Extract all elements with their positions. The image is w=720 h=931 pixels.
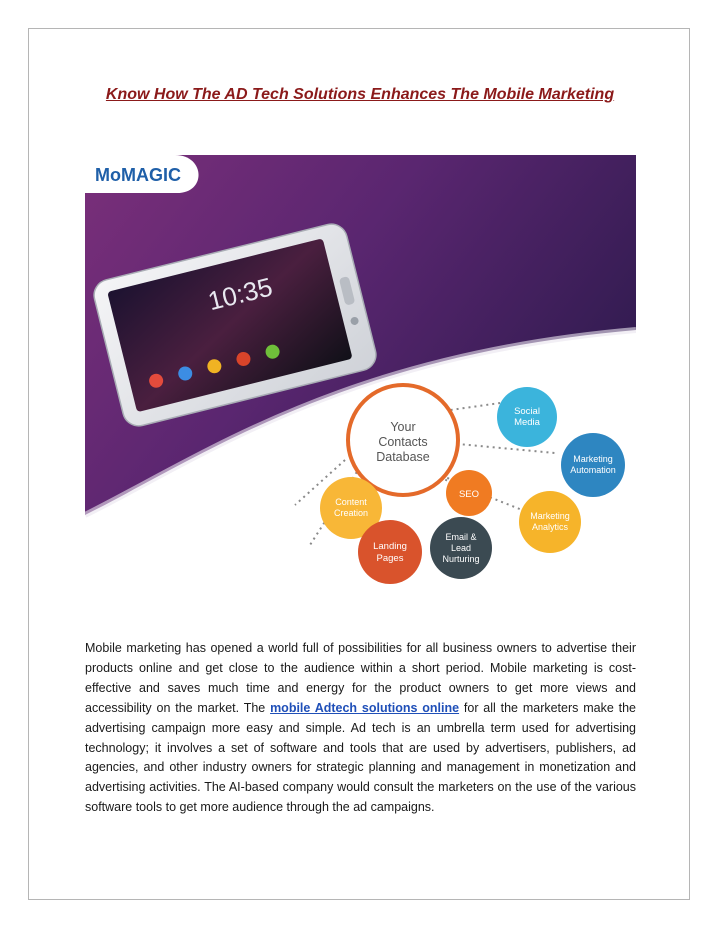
svg-text:Nurturing: Nurturing [442,554,480,564]
hero-image [85,155,636,595]
svg-text:Content: Content [335,497,367,507]
svg-text:Contacts: Contacts [378,435,428,449]
svg-text:Landing: Landing [373,541,407,552]
momagic-logo [85,155,199,193]
svg-text:Database: Database [376,450,430,464]
adtech-solutions-link[interactable]: mobile Adtech solutions online [270,700,460,715]
svg-text:MoMAGIC: MoMAGIC [95,165,181,185]
svg-text:Media: Media [514,417,540,428]
contacts-database-hub [348,385,458,495]
svg-text:Lead: Lead [450,543,472,553]
body-paragraph [85,639,636,818]
body-text-start: Mobile marketing has opened a world full of possibilities for all business owners to advertise their products online and get close to the audience within a short period. Mobile marketing is cost-effective and saves much time and energy for the product owners to get more views and accessibility on the market. The [85,641,636,715]
node-landing-pages [358,520,422,584]
document-title: Know How The AD Tech Solutions Enhances The Mobile Marketing [105,86,615,103]
svg-text:10:35: 10:35 [204,271,276,317]
svg-text:Your: Your [390,420,416,434]
svg-text:Email &: Email & [445,532,477,542]
svg-text:Marketing: Marketing [530,511,570,521]
svg-text:Creation: Creation [333,508,369,518]
svg-text:Pages: Pages [376,553,404,564]
node-seo [446,470,492,516]
node-marketing-analytics [519,491,581,553]
svg-text:Analytics: Analytics [531,522,569,532]
node-social-media [497,387,557,447]
svg-text:Social: Social [514,406,540,417]
node-marketing-automation [561,433,625,497]
node-email-lead-nurturing [430,517,492,579]
svg-text:Automation: Automation [570,465,616,475]
body-text-end: for all the marketers make the advertising campaign more easy and simple. Ad tech is an umbrella term used for advertising technology; it involves a set of software and tools that are used by advertisers, publishers, ad agencies, and other industry owners for strategic planning and management in monetization and advertising activities. The AI-based company would consult the marketers on the use of the various software tools to get more audience through the ad campaigns. [85,700,636,815]
svg-text:Marketing: Marketing [573,454,613,464]
svg-text:SEO: SEO [458,489,480,500]
